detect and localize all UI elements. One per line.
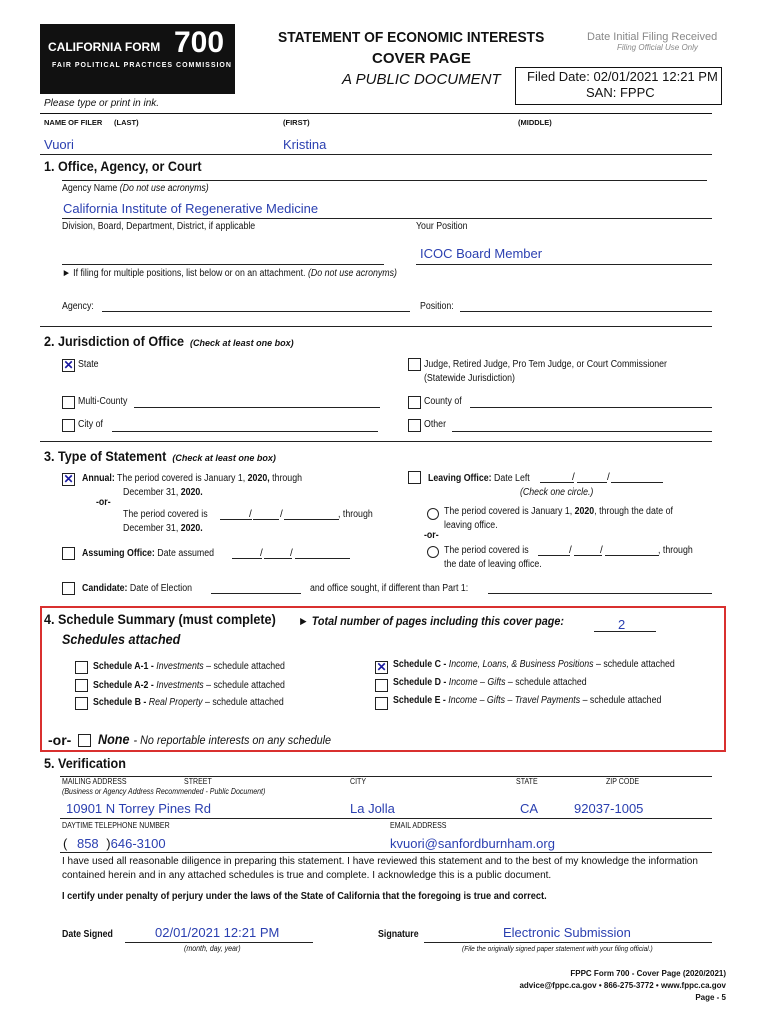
- footer-form-id: FPPC Form 700 - Cover Page (2020/2021): [570, 969, 726, 978]
- none-row: [98, 731, 331, 749]
- annual-label: Annual:: [82, 473, 115, 484]
- total-pages-rule: [594, 631, 656, 632]
- leave2-slash-1: /: [569, 545, 572, 556]
- middle-label: (MIDDLE): [518, 118, 552, 127]
- signature-rule: [424, 942, 712, 943]
- multiple-positions-row: [62, 268, 397, 279]
- signature-note: (File the originally signed paper statement with your filing official.): [462, 944, 653, 953]
- signature-label: Signature: [378, 929, 419, 940]
- position2-field[interactable]: [460, 311, 712, 312]
- leave2-month[interactable]: [538, 555, 570, 556]
- agency-name-field[interactable]: California Institute of Regenerative Medicine: [63, 201, 319, 216]
- phone-rule: [60, 852, 712, 853]
- street-label: STREET: [184, 777, 212, 786]
- schedule-c-checkbox[interactable]: ✕: [376, 660, 387, 674]
- public-document-label: A PUBLIC DOCUMENT: [342, 71, 501, 88]
- schedule-d-checkbox[interactable]: [375, 679, 388, 692]
- schedule-c-type: Income, Loans, & Business Positions: [448, 659, 594, 670]
- judge-label: Judge, Retired Judge, Pro Tem Judge, or Court Commissioner: [424, 359, 667, 370]
- schedule-c-suffix: – schedule attached: [593, 659, 675, 670]
- last-name-field[interactable]: Vuori: [44, 137, 74, 152]
- period-slash-2: /: [280, 509, 283, 520]
- schedule-a1-row: [93, 661, 285, 672]
- form-subtitle: COVER PAGE: [372, 50, 471, 67]
- city-col-label: CITY: [350, 777, 367, 786]
- annual-row: [82, 473, 302, 484]
- schedule-b-row: [93, 697, 284, 708]
- state-col-label: STATE: [516, 777, 538, 786]
- name-rule: [40, 154, 712, 155]
- none-label: None: [98, 731, 130, 747]
- leave-option-1c: leaving office.: [444, 520, 498, 531]
- date-left-label: Date Left: [494, 473, 530, 484]
- division-label: Division, Board, Department, District, if applicable: [62, 221, 256, 232]
- section2-bottom-rule: [40, 441, 712, 442]
- first-label: (FIRST): [283, 118, 310, 127]
- leave-option-1a: The period covered is January 1,: [444, 506, 575, 517]
- address-rule: [60, 818, 712, 819]
- filing-official-label: Filing Official Use Only: [617, 43, 698, 52]
- city-field[interactable]: La Jolla: [350, 801, 395, 816]
- section1-title: 1. Office, Agency, or Court: [44, 158, 202, 174]
- name-top-rule: [40, 113, 712, 114]
- your-position-label: Your Position: [416, 221, 468, 232]
- county-label: County of: [424, 396, 462, 407]
- annual-text-1a: The period covered is January 1,: [117, 473, 248, 484]
- assuming-office-checkbox[interactable]: [62, 547, 75, 560]
- none-checkbox[interactable]: [78, 734, 91, 747]
- total-pages-label: ► Total number of pages including this cover page:: [298, 614, 564, 628]
- date-left-year[interactable]: [611, 482, 663, 483]
- leave-option-2b: , through: [658, 545, 693, 556]
- phone-close-paren: ): [106, 836, 111, 851]
- leave2-day[interactable]: [574, 555, 602, 556]
- date-format-note: (month, day, year): [184, 944, 241, 953]
- schedule-e-checkbox[interactable]: [375, 697, 388, 710]
- city-checkbox[interactable]: [62, 419, 75, 432]
- schedule-d-label: Schedule D -: [393, 677, 449, 688]
- form-number: 700: [174, 26, 225, 59]
- annual-text-2a: December 31,: [123, 487, 181, 498]
- leave-option-1-radio[interactable]: [427, 508, 439, 520]
- zip-col-label: ZIP CODE: [606, 777, 640, 786]
- division-rule: [62, 264, 384, 265]
- schedule-e-suffix: – schedule attached: [580, 695, 662, 706]
- date-assumed-slash-2: /: [290, 548, 293, 559]
- period-dec31: December 31,: [123, 523, 181, 534]
- date-left-slash-2: /: [607, 472, 610, 483]
- annual-year-1: 2020,: [247, 473, 270, 484]
- zip-field[interactable]: 92037-1005: [574, 801, 644, 816]
- date-signed-field[interactable]: 02/01/2021 12:21 PM: [155, 925, 280, 940]
- assuming-office-row: [82, 548, 214, 559]
- schedule-a2-type: Investments: [156, 680, 204, 691]
- section2-title: 2. Jurisdiction of Office: [44, 333, 185, 349]
- commission-name: FAIR POLITICAL PRACTICES COMMISSION: [52, 62, 232, 69]
- period-covered-label: The period covered is: [123, 509, 208, 520]
- other-label: Other: [424, 419, 447, 430]
- agency-name-label-row: [62, 183, 209, 194]
- agency-rule: [62, 218, 712, 219]
- multiple-positions-note: (Do not use acronyms): [307, 268, 397, 279]
- position2-label: Position:: [420, 301, 454, 312]
- footer-contact: advice@fppc.ca.gov • 866-275-3772 • www.fppc.ca.gov: [519, 981, 726, 990]
- form-badge: [40, 24, 235, 94]
- annual-checkbox[interactable]: ✕: [63, 472, 74, 486]
- schedule-c-row: [393, 659, 675, 670]
- phone-row: [63, 836, 166, 851]
- date-assumed-year[interactable]: [295, 558, 350, 559]
- area-code-field[interactable]: 858: [76, 836, 99, 851]
- state-field[interactable]: CA: [520, 801, 539, 816]
- name-of-filer-label: NAME OF FILER: [44, 118, 103, 127]
- email-field[interactable]: kvuori@sanfordburnham.org: [390, 836, 555, 851]
- date-assumed-day[interactable]: [264, 558, 292, 559]
- period-month-field[interactable]: [220, 519, 252, 520]
- schedule-a1-checkbox[interactable]: [75, 661, 88, 674]
- agency2-field[interactable]: [102, 311, 410, 312]
- period-year-field[interactable]: [284, 519, 339, 520]
- state-label: State: [78, 359, 99, 370]
- type-print-note: Please type or print in ink.: [44, 98, 160, 109]
- agency2-label: Agency:: [62, 301, 94, 312]
- mailing-address-note: (Business or Agency Address Recommended - Public Document): [62, 787, 266, 796]
- state-checkbox[interactable]: ✕: [63, 358, 74, 372]
- filing-received-label: Date Initial Filing Received: [587, 31, 718, 43]
- email-label: EMAIL ADDRESS: [390, 821, 447, 830]
- leave2-year[interactable]: [605, 555, 659, 556]
- section4-title: 4. Schedule Summary (must complete): [44, 611, 276, 627]
- assuming-office-label: Assuming Office:: [82, 548, 155, 559]
- date-left-slash-1: /: [572, 472, 575, 483]
- date-signed-label: Date Signed: [62, 929, 113, 940]
- schedule-a2-checkbox[interactable]: [75, 679, 88, 692]
- annual-text-1b: through: [269, 473, 302, 484]
- filed-date: Filed Date: 02/01/2021 12:21 PM: [527, 69, 718, 84]
- schedule-d-row: [393, 677, 587, 688]
- total-pages-field[interactable]: 2: [618, 617, 626, 632]
- candidate-checkbox[interactable]: [62, 582, 75, 595]
- check-one-note: (Check one circle.): [520, 487, 594, 498]
- period-through: , through: [338, 509, 373, 520]
- position-field[interactable]: ICOC Board Member: [420, 246, 543, 261]
- certify-statement: I certify under penalty of perjury under the laws of the State of California that the foregoing is true and correct.: [62, 890, 547, 902]
- leave-option-2a: The period covered is: [444, 545, 529, 556]
- section5-title: 5. Verification: [44, 755, 126, 771]
- address-top-rule: [60, 776, 712, 777]
- section2-heading: [44, 333, 308, 351]
- schedule-a2-label: Schedule A-2 -: [93, 680, 157, 691]
- leave-option-2c: the date of leaving office.: [444, 559, 542, 570]
- last-label: (LAST): [114, 118, 139, 127]
- leaving-office-label: Leaving Office:: [428, 473, 492, 484]
- city-field[interactable]: [112, 431, 378, 432]
- schedule-a1-type: Investments: [156, 661, 204, 672]
- office-sought-field[interactable]: [488, 593, 712, 594]
- period-slash-1: /: [249, 509, 252, 520]
- schedule-d-suffix: – schedule attached: [505, 677, 587, 688]
- diligence-statement: I have used all reasonable diligence in preparing this statement. I have reviewed this statement and to the best of my knowledge the information contained herein and in any attached schedules is true and complete. I acknowledge this is a public document.: [62, 856, 698, 881]
- schedule-b-suffix: – schedule attached: [202, 697, 284, 708]
- period-day-field[interactable]: [253, 519, 279, 520]
- office-sought-label: and office sought, if different than Part 1:: [310, 583, 469, 594]
- leave-option-1-row: [444, 506, 673, 517]
- date-signed-rule: [125, 942, 313, 943]
- county-field[interactable]: [470, 407, 712, 408]
- phone-open-paren: (: [63, 836, 68, 851]
- annual-year-2: 2020.: [180, 487, 203, 498]
- address-field[interactable]: 10901 N Torrey Pines Rd: [66, 801, 212, 816]
- none-or: -or-: [48, 732, 72, 748]
- section3-heading: [44, 448, 288, 466]
- date-left-month[interactable]: [540, 482, 574, 483]
- schedule-b-type: Real Property: [148, 697, 203, 708]
- leaving-office-row: [428, 473, 530, 484]
- filed-san: SAN: FPPC: [586, 85, 655, 100]
- footer-page: Page - 5: [695, 993, 726, 1002]
- leave-option-1b: , through the date of: [594, 506, 673, 517]
- judge-checkbox[interactable]: [408, 358, 421, 371]
- agency-top-rule: [62, 180, 707, 181]
- section1-bottom-rule: [40, 326, 712, 327]
- date-assumed-month[interactable]: [232, 558, 262, 559]
- schedule-a1-label: Schedule A-1 -: [93, 661, 157, 672]
- section2-note: (Check at least one box): [190, 338, 294, 348]
- schedule-c-label: Schedule C -: [393, 659, 449, 670]
- candidate-label: Candidate:: [82, 583, 128, 594]
- other-checkbox[interactable]: [408, 419, 421, 432]
- form-title: STATEMENT OF ECONOMIC INTERESTS: [278, 29, 545, 46]
- leaving-office-checkbox[interactable]: [408, 471, 421, 484]
- candidate-election-label: Date of Election: [129, 583, 193, 594]
- multi-county-checkbox[interactable]: [62, 396, 75, 409]
- schedule-a2-suffix: – schedule attached: [203, 680, 285, 691]
- section3-title: 3. Type of Statement: [44, 448, 167, 464]
- mailing-address-label: MAILING ADDRESS: [62, 777, 127, 786]
- candidate-row: [82, 583, 192, 594]
- annual-row-2: [123, 487, 203, 498]
- date-assumed-slash-1: /: [260, 548, 263, 559]
- leave-option-1-year: 2020: [574, 506, 595, 517]
- annual-or: -or-: [96, 497, 111, 508]
- date-left-day[interactable]: [577, 482, 607, 483]
- schedule-e-type: Income – Gifts – Travel Payments: [448, 695, 581, 706]
- multi-county-label: Multi-County: [78, 396, 128, 407]
- city-label: City of: [78, 419, 103, 430]
- agency-name-label: Agency Name: [62, 183, 118, 194]
- leave-option-2-radio[interactable]: [427, 546, 439, 558]
- county-checkbox[interactable]: [408, 396, 421, 409]
- date-assumed-label: Date assumed: [157, 548, 215, 559]
- period-dec31-row: [123, 523, 203, 534]
- first-name-field[interactable]: Kristina: [283, 137, 327, 152]
- judge-label-2: (Statewide Jurisdiction): [424, 373, 515, 384]
- signature-field[interactable]: Electronic Submission: [503, 925, 631, 940]
- leave2-slash-2: /: [600, 545, 603, 556]
- election-date-field[interactable]: [211, 593, 301, 594]
- schedule-e-label: Schedule E -: [393, 695, 449, 706]
- phone-number-field[interactable]: 646-3100: [110, 836, 166, 851]
- schedule-a1-suffix: – schedule attached: [203, 661, 285, 672]
- other-field[interactable]: [452, 431, 712, 432]
- leaving-or: -or-: [424, 530, 439, 541]
- schedule-b-label: Schedule B -: [93, 697, 149, 708]
- schedule-d-type: Income – Gifts: [448, 677, 506, 688]
- schedule-b-checkbox[interactable]: [75, 697, 88, 710]
- period-dec31-year: 2020.: [180, 523, 203, 534]
- multiple-positions-text: ► If filing for multiple positions, list below or on an attachment.: [62, 268, 306, 279]
- schedule-a2-row: [93, 680, 285, 691]
- section3-note: (Check at least one box): [172, 453, 276, 463]
- form-label: CALIFORNIA FORM: [48, 40, 161, 54]
- schedule-e-row: [393, 695, 661, 706]
- agency-name-note: (Do not use acronyms): [119, 183, 209, 194]
- none-text: - No reportable interests on any schedule: [133, 733, 332, 747]
- multi-county-field[interactable]: [134, 407, 380, 408]
- position-rule: [416, 264, 712, 265]
- phone-label: DAYTIME TELEPHONE NUMBER: [62, 821, 170, 830]
- schedules-attached-label: Schedules attached: [62, 631, 181, 647]
